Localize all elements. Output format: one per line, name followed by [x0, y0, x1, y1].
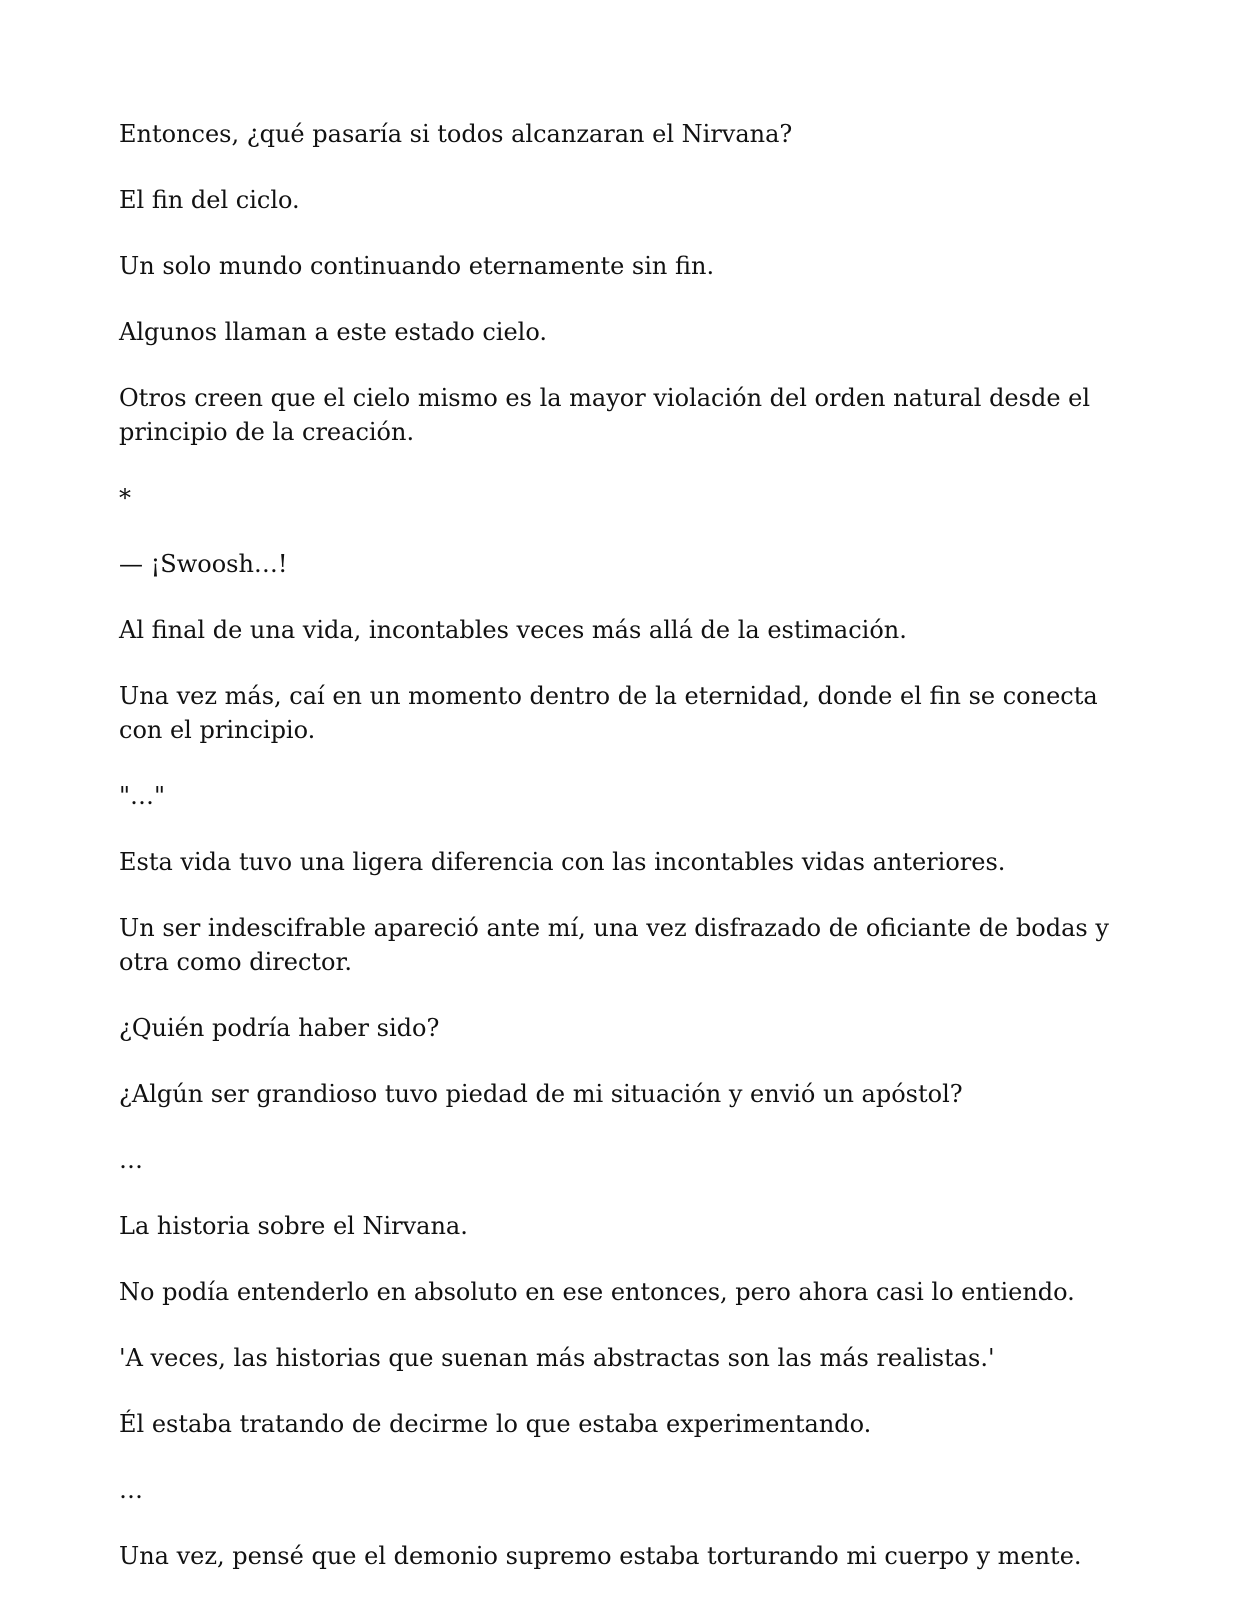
paragraph: "…" [119, 782, 166, 810]
paragraph: Esta vida tuvo una ligera diferencia con las incontables vidas anteriores. [119, 848, 1006, 876]
paragraph: Un ser indescifrable apareció ante mí, una vez disfrazado de oficiante de bodas y otra como director. [119, 914, 1109, 976]
paragraph: Entonces, ¿qué pasaría si todos alcanzaran el Nirvana? [119, 120, 793, 148]
paragraph: 'A veces, las historias que suenan más abstractas son las más realistas.' [119, 1344, 995, 1372]
paragraph: Él estaba tratando de decirme lo que estaba experimentando. [119, 1410, 872, 1438]
paragraph: ¿Quién podría haber sido? [119, 1014, 440, 1042]
paragraph: Otros creen que el cielo mismo es la mayor violación del orden natural desde el principio de la creación. [119, 384, 1091, 446]
paragraph: Al final de una vida, incontables veces más allá de la estimación. [119, 616, 907, 644]
paragraph: No podía entenderlo en absoluto en ese entonces, pero ahora casi lo entiendo. [119, 1278, 1075, 1306]
paragraph: Un solo mundo continuando eternamente sin fin. [119, 252, 715, 280]
paragraph: — ¡Swoosh…! [119, 550, 288, 578]
body-text [119, 117, 1129, 1605]
paragraph: ¿Algún ser grandioso tuvo piedad de mi situación y envió un apóstol? [119, 1080, 963, 1108]
ellipsis-break: … [119, 1146, 143, 1174]
paragraph: Una vez más, caí en un momento dentro de la eternidad, donde el fin se conecta con el principio. [119, 682, 1098, 744]
scene-break: * [119, 484, 131, 512]
paragraph: Una vez, pensé que el demonio supremo estaba torturando mi cuerpo y mente. [119, 1542, 1082, 1570]
ellipsis-break: … [119, 1476, 143, 1504]
paragraph: La historia sobre el Nirvana. [119, 1212, 468, 1240]
paragraph: El fin del ciclo. [119, 186, 300, 214]
paragraph: Algunos llaman a este estado cielo. [119, 318, 547, 346]
